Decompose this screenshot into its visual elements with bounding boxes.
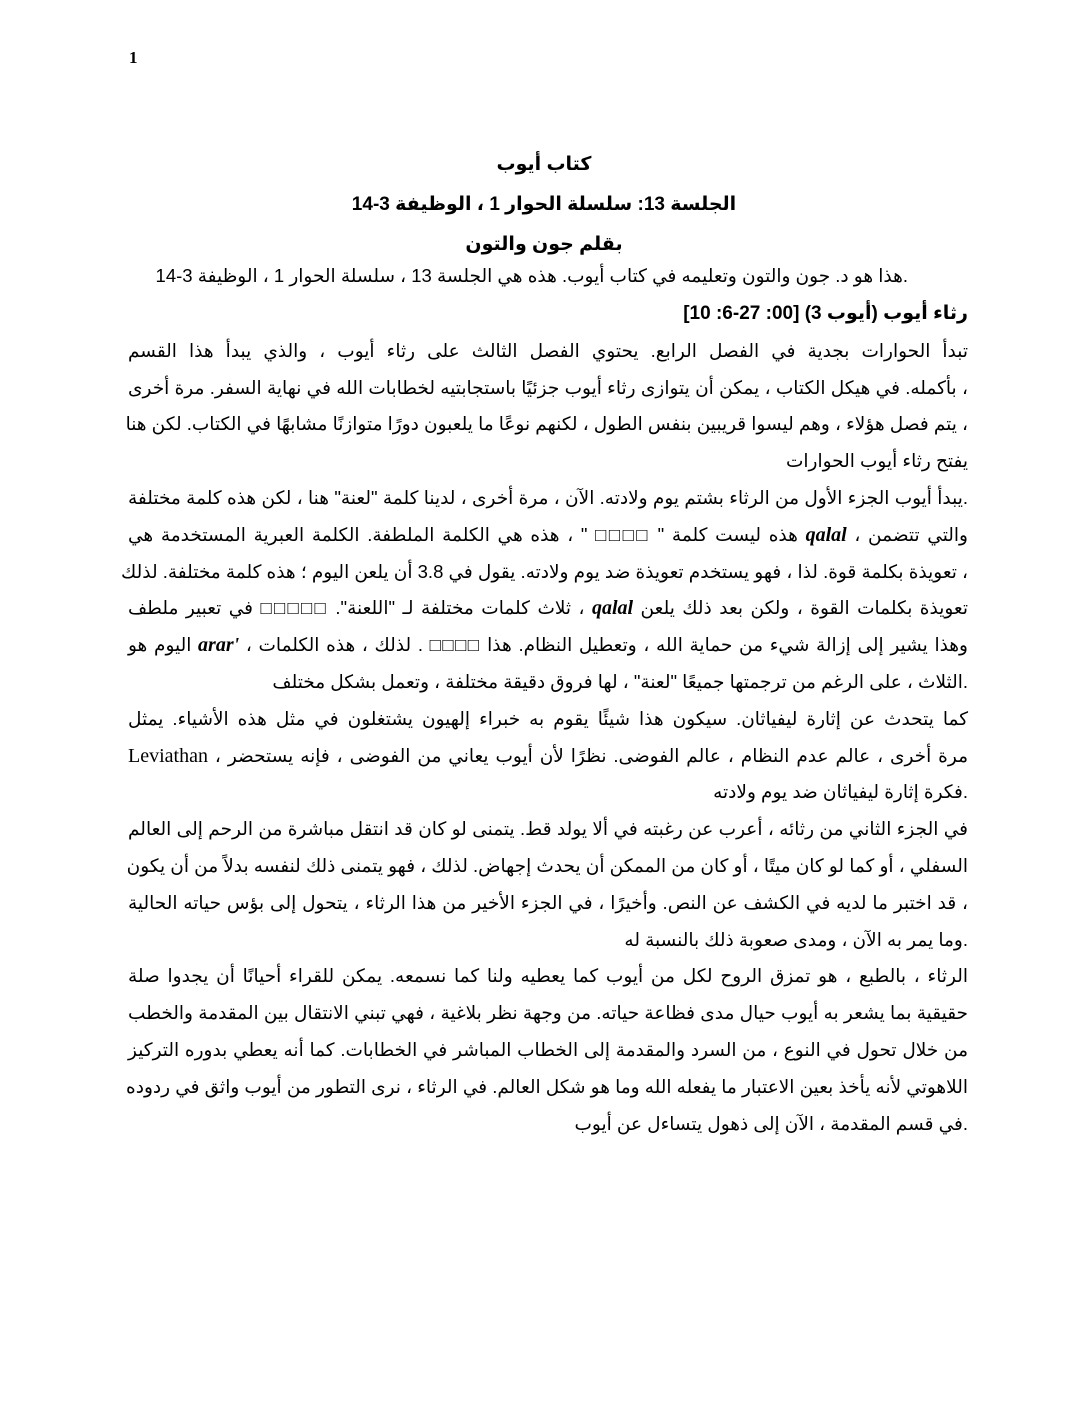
hebrew-term-qalal: qalal: [591, 597, 634, 620]
text-line: من خلال تحول في النوع ، من السرد والمقدمة إلى الخطاب المباشر في الخطابات. كما أنه يعطي بدوره التركيز: [128, 1038, 968, 1060]
paragraph-4: [128, 811, 968, 958]
paragraph-2: [121, 480, 968, 701]
text-line: [128, 627, 968, 664]
document-header: [0, 145, 1088, 265]
text-segment: والتي تتضمن ،: [846, 523, 968, 545]
text-line: ، يتم فصل هؤلاء ، وهم ليسوا قريبين بنفس الطول ، لكنهم نوعًا ما يلعبون دورًا متوازنًا مشابهًا في الكتاب. لكن هنا: [125, 413, 968, 435]
paragraph-3: [128, 701, 968, 811]
text-line: كما يتحدث عن إثارة ليفياثان. سيكون هذا شيئًا يقوم به خبراء إلهيون يشتغلون في مثل هذه الأشياء. يمثل: [128, 707, 968, 729]
text-line: حقيقية بما يشعر به أيوب حيال مدى فظاعة حياته. من وجهة نظر بلاغية ، فهي تبني الانتقال بين المقدمة والخطب: [128, 1002, 968, 1024]
document-body: [121, 258, 968, 1142]
text-segment: وهذا يشير إلى إزالة شيء من حماية الله ، وتعطيل النظام. هذا □□□□ . لذلك ، هذه الكلمات ،: [239, 634, 968, 656]
text-segment: اليوم هو: [128, 634, 199, 656]
text-line: في الجزء الثاني من رثائه ، أعرب عن رغبته في ألا يولد قط. يتمنى لو كان قد انتقل مباشرة من الرحم إلى العالم: [128, 818, 968, 840]
text-line: [128, 517, 968, 554]
text-line: ، بأكمله. في هيكل الكتاب ، يمكن أن يتوازى رثاء أيوب جزئيًا باستجابتيه لخطابات الله في نهاية السفر. مرة أخرى: [128, 376, 968, 398]
text-line: [128, 590, 968, 627]
text-line: تبدأ الحوارات بجدية في الفصل الرابع. يحتوي الفصل الثالث على رثاء أيوب ، والذي يبدأ هذا القسم: [128, 339, 968, 361]
term-leviathan: Leviathan: [128, 744, 208, 767]
page-number: 1: [129, 48, 138, 67]
text-segment: تعويذة بكلمات القوة ، ولكن بعد ذلك يلعن: [633, 597, 968, 619]
hebrew-term-qalal: qalal: [805, 523, 847, 546]
text-line: ، تعويذة بكلمة قوة. لذا ، فهو يستخدم تعويذة ضد يوم ولادته. يقول في 3.8 أن يلعن اليوم ؛ هذه كلمة مختلفة. لذلك: [121, 560, 968, 582]
text-line: الرثاء ، بالطبع ، هو تمزق الروح لكل من أيوب كما يعطيه ولنا كما نسمعه. يمكن للقراء أحيانًا أن يجدوا صلة: [128, 965, 968, 987]
text-line: .يبدأ أيوب الجزء الأول من الرثاء بشتم يوم ولادته. الآن ، مرة أخرى ، لدينا كلمة "لعنة" هنا ، لكن هذه كلمة مختلفة: [128, 486, 968, 508]
text-line: يفتح رثاء أيوب الحوارات: [785, 450, 968, 472]
text-line: اللاهوتي لأنه يأخذ بعين الاعتبار ما يفعله الله وما هو شكل العالم. في الرثاء ، نرى التطور من أيوب واثق في ردوده: [126, 1075, 968, 1097]
paragraph-5: [128, 958, 968, 1142]
document-author: بقلم جون والتون: [465, 234, 623, 255]
paragraph-1: [125, 333, 968, 480]
text-line: [128, 738, 968, 775]
text-segment: هذه ليست كلمة " □□□□ " ، هذه هي الكلمة الملطفة. الكلمة العبرية المستخدمة هي: [128, 523, 806, 545]
text-segment: ، ثلاث كلمات مختلفة لـ "اللعنة". □□□□□ في تعبير ملطف: [128, 597, 592, 619]
document-subtitle: الجلسة 13: سلسلة الحوار 1 ، الوظيفة 3-14: [351, 194, 737, 215]
text-line: .في قسم المقدمة ، الآن إلى ذهول يتساءل عن أيوب: [574, 1112, 968, 1134]
intro-line: .هذا هو د. جون والتون وتعليمه في كتاب أيوب. هذه هي الجلسة 13 ، سلسلة الحوار 1 ، الوظيفة 3-14: [155, 265, 908, 286]
text-segment: مرة أخرى ، عالم عدم النظام ، عالم الفوضى. نظرًا لأن أيوب يعاني من الفوضى ، فإنه يستحضر ،: [207, 744, 968, 766]
text-line: السفلي ، أو كما لو كان ميتًا ، أو كان من الممكن أن يحدث إجهاض. لذلك ، فهو يتمنى ذلك لنفسه بدلاً من أن يكون: [126, 854, 968, 876]
text-line: .فكرة إثارة ليفياثان ضد يوم ولادته: [713, 781, 968, 803]
text-line: .الثلاث ، على الرغم من ترجمتها جميعًا "لعنة" ، لها فروق دقيقة مختلفة ، وتعمل بشكل مختلف: [272, 670, 968, 692]
text-line: .وما يمر به الآن ، ومدى صعوبة ذلك بالنسبة له: [624, 928, 968, 950]
hebrew-term-arar: 'arar: [198, 634, 240, 657]
text-line: ، قد اختبر ما لديه في الكشف عن النص. وأخيرًا ، في الجزء الأخير من هذا الرثاء ، يتحول إلى بؤس حياته الحالية: [128, 891, 968, 913]
section-heading: رثاء أيوب (أيوب 3) [00: 27-6: 10]: [683, 302, 968, 324]
document-title: كتاب أيوب: [496, 154, 592, 175]
